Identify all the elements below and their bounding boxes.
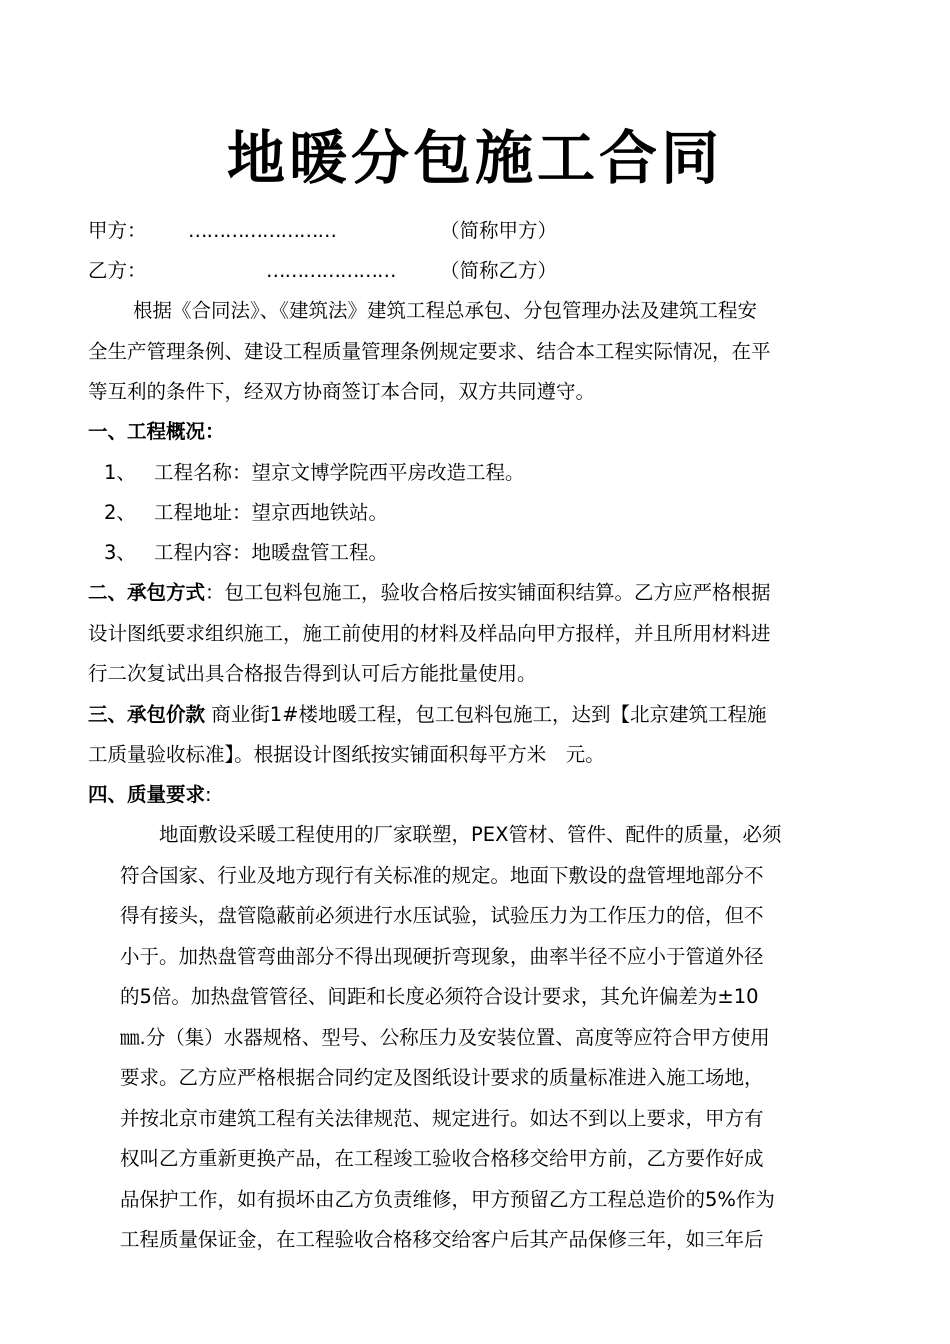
- section-1-heading: 一、工程概况：: [88, 420, 225, 443]
- list-item-number: 1、: [104, 461, 136, 484]
- section-3-text: 商业街1#楼地暖工程，包工包料包施工，达到【北京建筑工程施: [205, 703, 767, 726]
- party-a-label: 甲方：: [88, 219, 147, 242]
- list-item-text: 工程名称：望京文博学院西平房改造工程。: [154, 461, 525, 484]
- section-4-line: 符合国家、行业及地方现行有关标准的规定。地面下敷设的盘管埋地部分不: [120, 864, 764, 887]
- section-2-first-line: [88, 579, 771, 607]
- section-4-line: 权叫乙方重新更换产品，在工程竣工验收合格移交给甲方前，乙方要作好成: [120, 1147, 764, 1170]
- section-2-line: 行二次复试出具合格报告得到认可后方能批量使用。: [88, 662, 537, 685]
- party-b-line: [88, 257, 147, 285]
- intro-line: 等互利的条件下，经双方协商签订本合同，双方共同遵守。: [88, 380, 596, 403]
- list-item-text: 工程内容：地暖盘管工程。: [154, 541, 389, 564]
- section-4-line: 地面敷设采暖工程使用的厂家联塑，PEX管材、管件、配件的质量，必须: [120, 823, 782, 846]
- party-a-alias: （简称甲方）: [440, 219, 558, 242]
- party-b-label: 乙方：: [88, 259, 147, 282]
- section-4-colon: :: [205, 783, 212, 806]
- party-b-blank: …………………: [266, 259, 396, 282]
- intro-line: 全生产管理条例、建设工程质量管理条例规定要求、结合本工程实际情况，在平: [88, 340, 771, 363]
- list-item-number: 2、: [104, 501, 136, 524]
- section-4-heading: 四、质量要求: [88, 783, 206, 806]
- section-4-line: ㎜.分（集）水器规格、型号、公称压力及安装位置、高度等应符合甲方使用: [120, 1026, 770, 1049]
- section-3-heading: 三、承包价款: [88, 703, 206, 726]
- section-2-line: 设计图纸要求组织施工，施工前使用的材料及样品向甲方报样，并且所用材料进: [88, 622, 771, 645]
- intro-line: 根据《合同法》、《建筑法》建筑工程总承包、分包管理办法及建筑工程安: [133, 299, 758, 322]
- list-item-number: 3、: [104, 541, 136, 564]
- party-a-line: [88, 217, 147, 245]
- section-4-line: 要求。乙方应严格根据合同约定及图纸设计要求的质量标准进入施工场地，: [120, 1066, 764, 1089]
- section-3-line: 工质量验收标准】。根据设计图纸按实铺面积每平方米 元。: [88, 743, 605, 766]
- section-4-line: 得有接头，盘管隐蔽前必须进行水压试验，试验压力为工作压力的倍，但不: [120, 904, 764, 927]
- party-b-alias: （简称乙方）: [440, 259, 558, 282]
- section-4-line: 工程质量保证金，在工程验收合格移交给客户后其产品保修三年，如三年后: [120, 1228, 764, 1251]
- document-title: 地暖分包施工合同: [226, 124, 723, 192]
- section-2-heading: 二、承包方式: [88, 581, 206, 604]
- section-4-line: 的5倍。加热盘管管径、间距和长度必须符合设计要求，其允许偏差为±10: [120, 985, 759, 1008]
- section-3-first-line: [88, 701, 766, 729]
- party-a-blank: ……………………: [188, 219, 336, 242]
- section-4-line: 品保护工作，如有损坏由乙方负责维修，甲方预留乙方工程总造价的5%作为: [120, 1188, 775, 1211]
- list-item-text: 工程地址：望京西地铁站。: [154, 501, 389, 524]
- section-4-line: 小于。加热盘管弯曲部分不得出现硬折弯现象，曲率半径不应小于管道外径: [120, 945, 764, 968]
- section-4-line: 并按北京市建筑工程有关法律规范、规定进行。如达不到以上要求，甲方有: [120, 1107, 764, 1130]
- section-4-heading-line: [88, 781, 212, 809]
- section-2-text: ：包工包料包施工，验收合格后按实铺面积结算。乙方应严格根据: [205, 581, 771, 604]
